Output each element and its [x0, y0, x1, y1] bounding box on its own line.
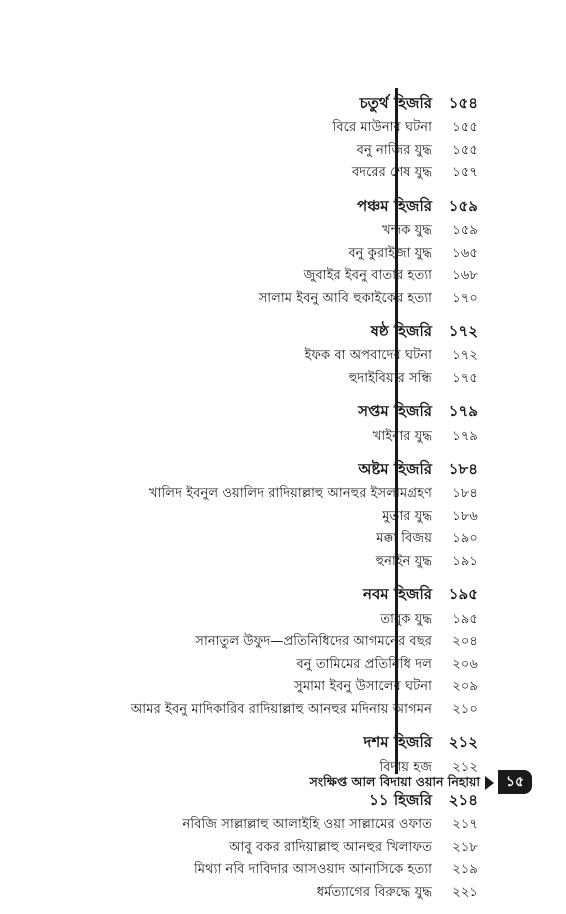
toc-entry-title: মক্কা বিজয় — [376, 531, 432, 547]
toc-entry[interactable] — [80, 140, 478, 163]
toc-entry-title: বনু কুরাইজা যুদ্ধ — [348, 245, 432, 261]
toc-entry-page: ১৭২ — [452, 348, 478, 364]
toc-entry[interactable] — [80, 836, 478, 859]
toc-entry-page: ২১৯ — [452, 862, 478, 878]
toc-entry[interactable] — [80, 654, 478, 677]
toc-entry-page: ১৫৫ — [452, 142, 478, 158]
section-heading-title: সপ্তম হিজরি — [358, 402, 432, 421]
toc-entry-page: ১৮৬ — [452, 508, 478, 524]
section-heading-title: ষষ্ঠ হিজরি — [370, 322, 432, 341]
toc-entry-title: জুবাইর ইবনু বাতার হত্যা — [303, 268, 432, 284]
toc-entry[interactable] — [80, 425, 478, 448]
toc-entry[interactable] — [80, 242, 478, 265]
section-heading[interactable] — [80, 92, 478, 117]
toc-entry-page: ১৫৯ — [452, 223, 478, 239]
toc-entry-page: ২১৮ — [452, 839, 478, 855]
toc-entry-title: ধর্মত্যাগের বিরুদ্ধে যুদ্ধ — [316, 884, 432, 900]
footer-book-title: সংক্ষিপ্ত আল বিদায়া ওয়ান নিহায়া — [309, 774, 480, 789]
toc-entry-title: খন্দক যুদ্ধ — [382, 223, 432, 239]
section-heading-title: অষ্টম হিজরি — [358, 459, 432, 478]
toc-entry[interactable] — [80, 551, 478, 574]
section-heading[interactable] — [80, 731, 478, 756]
section-heading-page: ১৫৪ — [448, 94, 478, 112]
toc-entry-title: নবিজি সাল্লাল্লাহু আলাইহি ওয়া সাল্লামের ওফাত — [182, 817, 432, 833]
section-heading-title: ১১ হিজরি — [369, 790, 432, 809]
section-heading-title: দশম হিজরি — [363, 733, 432, 752]
triangle-right-icon — [485, 776, 494, 790]
toc-entry[interactable] — [80, 882, 478, 905]
toc-entry-page: ২০৯ — [452, 679, 478, 695]
toc-entry-page: ১৭০ — [452, 290, 478, 306]
toc-entry-title: বিরে মাউনার ঘটনা — [332, 120, 432, 136]
toc-entry-page: ২১২ — [452, 759, 478, 775]
toc-entry-title: বনু নাজির যুদ্ধ — [356, 142, 432, 158]
toc-entry[interactable] — [80, 483, 478, 506]
toc-entry-page: ১৬৫ — [452, 245, 478, 261]
toc-entry-page: ১৭৯ — [452, 428, 478, 444]
toc-entry-page: ১৮৪ — [452, 486, 478, 502]
toc-entry-page: ২২১ — [452, 884, 478, 900]
toc-entry[interactable] — [80, 608, 478, 631]
section-heading[interactable] — [80, 320, 478, 345]
toc-entry-title: বিদায় হজ — [379, 759, 432, 775]
toc-entry[interactable] — [80, 220, 478, 243]
section-heading-page: ২১২ — [448, 733, 478, 752]
section-heading-page: ১৭৯ — [448, 402, 478, 421]
toc-entry[interactable] — [80, 699, 478, 722]
section-heading-title: পঞ্চম হিজরি — [357, 196, 432, 215]
toc-entry[interactable] — [80, 676, 478, 699]
section-heading-page: ১৭২ — [448, 322, 478, 341]
toc-entry[interactable] — [80, 631, 478, 654]
toc-entry-page: ১৫৫ — [452, 120, 478, 136]
toc-entry-title: খাইবার যুদ্ধ — [372, 428, 432, 444]
section-heading[interactable] — [80, 195, 478, 220]
toc-entry-title: মিথ্যা নবি দাবিদার আসওয়াদ আনাসিকে হত্যা — [194, 862, 432, 878]
toc-section-6th-hijri — [80, 320, 478, 390]
section-heading-page: ১৯৫ — [448, 585, 478, 604]
page-footer — [0, 770, 566, 796]
section-heading[interactable] — [80, 400, 478, 425]
toc-entry-page: ২১০ — [452, 701, 478, 717]
toc-entry-title: আবু বকর রাদিয়াল্লাহু আনহুর খিলাফত — [229, 839, 432, 855]
toc-entry-page: ২০৬ — [452, 656, 478, 672]
toc-entry-title: হুদাইবিয়ার সন্ধি — [348, 371, 432, 387]
section-heading-title: নবম হিজরি — [363, 585, 432, 604]
toc-entry[interactable] — [80, 528, 478, 551]
toc-section-5th-hijri — [80, 195, 478, 310]
toc-entry-page: ১৯১ — [452, 554, 478, 570]
toc-entry-title: আমর ইবনু মাদিকারিব রাদিয়াল্লাহু আনহুর মদিনায় আগমন — [130, 701, 432, 717]
toc-entry[interactable] — [80, 859, 478, 882]
section-heading-page: ১৫৯ — [448, 196, 478, 215]
toc-entry-title: বনু তামিমের প্রতিনিধি দল — [296, 656, 432, 672]
toc-entry-page: ১৭৫ — [452, 371, 478, 387]
toc-entry-page: ১৬৮ — [452, 268, 478, 284]
toc-section-8th-hijri — [80, 458, 478, 573]
toc-entry-title: সালাম ইবনু আবি হুকাইকের হত্যা — [258, 290, 432, 306]
toc-entry-title: তাবুক যুদ্ধ — [380, 611, 432, 627]
toc-entry-page: ২০৪ — [452, 634, 478, 650]
toc-entry-title: বদরের শেষ যুদ্ধ — [351, 165, 432, 181]
toc-entry[interactable] — [80, 368, 478, 391]
toc-entry[interactable] — [80, 345, 478, 368]
toc-entry-page: ২১৭ — [452, 817, 478, 833]
section-heading-page: ২১৪ — [448, 790, 478, 809]
toc-entry-page: ১৯৫ — [452, 611, 478, 627]
toc-entry[interactable] — [80, 117, 478, 140]
toc-entry-page: ১৯০ — [452, 531, 478, 547]
toc-entry-title: সানাতুল উফুদ—প্রতিনিধিদের আগমনের বছর — [195, 634, 432, 650]
toc-section-11th-hijri — [80, 789, 478, 904]
section-heading[interactable] — [80, 583, 478, 608]
toc-entry-title: ইফক বা অপবাদের ঘটনা — [304, 348, 432, 364]
toc-entry-title: খালিদ ইবনুল ওয়ালিদ রাদিয়াল্লাহু আনহুর ইসলামগ্রহণ — [149, 486, 432, 502]
toc-entry-title: মুতার যুদ্ধ — [382, 508, 432, 524]
toc-entry-title: সুমামা ইবনু উসালের ঘটনা — [294, 679, 432, 695]
toc-section-7th-hijri — [80, 400, 478, 448]
toc-section-4th-hijri — [80, 92, 478, 185]
toc-entry[interactable] — [80, 288, 478, 311]
section-heading-title: চতুর্থ হিজরি — [359, 94, 432, 112]
toc-entry[interactable] — [80, 814, 478, 837]
toc-entry-title: হুনাইন যুদ্ধ — [375, 554, 432, 570]
toc-section-9th-hijri — [80, 583, 478, 721]
section-heading[interactable] — [80, 458, 478, 483]
toc-entry[interactable] — [80, 265, 478, 288]
toc-entry[interactable] — [80, 506, 478, 529]
footer-page-number: ১৫ — [498, 770, 532, 794]
toc-entry-page: ১৫৭ — [452, 165, 478, 181]
toc-entry[interactable] — [80, 162, 478, 185]
section-heading-page: ১৮৪ — [448, 459, 478, 478]
